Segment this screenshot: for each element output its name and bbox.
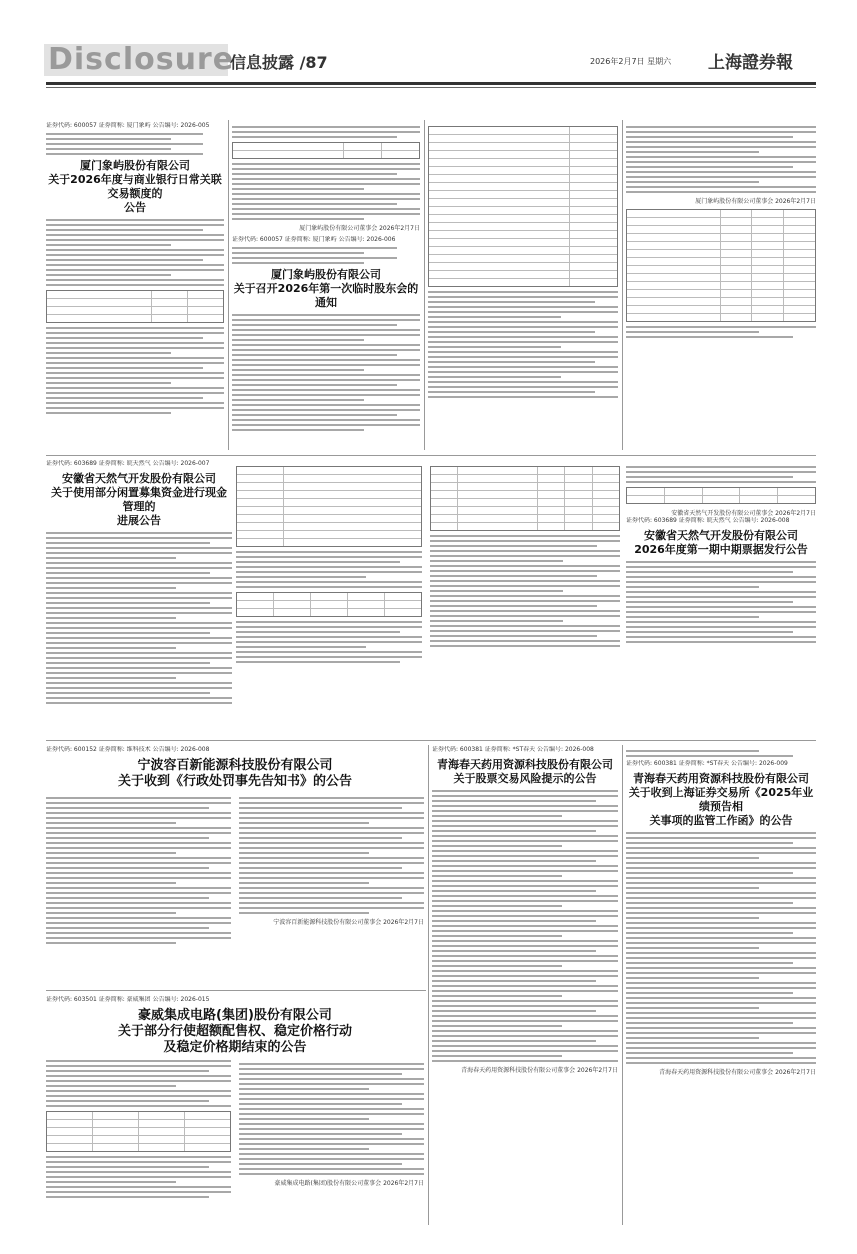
issue-date: 2026年2月7日 星期六: [590, 57, 672, 66]
announcement-xiamen-related-party: [46, 122, 224, 417]
announcement-title: 2026年度第一期中期票据发行公告: [634, 543, 808, 556]
announcement-haowei-stabilization: [46, 996, 424, 1201]
announcement-qinghai-inquiry: [626, 746, 816, 1076]
announcement-meta: 证券代码: 600381 证券简称: *ST春天 公告编号: 2026-008: [432, 746, 594, 753]
announcement-title-cont: 及稳定价格期结束的公告: [163, 1040, 307, 1055]
announcement-signature: 宁波容百新能源科技股份有限公司董事会 2026年2月7日: [273, 919, 424, 926]
row-divider: [46, 455, 816, 456]
announcement-title-cont: 进展公告: [117, 514, 161, 527]
announcement-anhui-mtn: [626, 462, 816, 646]
announcement-anhui-history-table: [430, 462, 620, 650]
column-divider: [428, 745, 429, 1225]
announcement-company: 青海春天药用资源科技股份有限公司: [633, 772, 809, 785]
announcement-meta: 证券代码: 603689 证券简称: 皖天然气 公告编号: 2026-007: [46, 460, 210, 467]
announcement-ningbo-penalty: [46, 746, 424, 947]
announcement-title-cont: 公告: [124, 201, 146, 214]
announcement-title: 关于召开2026年第一次临时股东会的通知: [233, 282, 419, 309]
announcement-xiamen-agenda: [428, 122, 618, 401]
column-divider: [622, 745, 623, 1225]
column-divider: [424, 120, 425, 450]
announcement-anhui-product-table: [236, 462, 422, 666]
announcement-title: 关于股票交易风险提示的公告: [453, 772, 597, 785]
announcement-xiamen-proxy: [626, 122, 816, 341]
announcement-meta: 证券代码: 603689 证券简称: 皖天然气 公告编号: 2026-008: [626, 517, 790, 524]
data-table: [46, 290, 224, 323]
announcement-company: 青海春天药用资源科技股份有限公司: [437, 758, 613, 771]
announcement-company: 厦门象屿股份有限公司: [80, 159, 190, 172]
announcement-signature: 豪威集成电路(集团)股份有限公司董事会 2026年2月7日: [274, 1180, 424, 1187]
newspaper-name: 上海證券報: [708, 53, 793, 73]
brand-logo: Disclosure: [44, 44, 228, 76]
announcement-company: 厦门象屿股份有限公司: [271, 268, 381, 281]
announcement-company: 安徽省天然气开发股份有限公司: [644, 529, 798, 542]
announcement-signature: 青海春天药用资源科技股份有限公司董事会 2026年2月7日: [659, 1069, 816, 1076]
agenda-table: [428, 126, 618, 287]
announcement-company: 豪威集成电路(集团)股份有限公司: [138, 1008, 332, 1023]
announcement-meta: 证券代码: 600152 证券简称: 维科技术 公告编号: 2026-008: [46, 746, 210, 753]
product-table: [236, 466, 422, 547]
announcement-anhui-cash-management: [46, 460, 232, 707]
row-divider: [46, 740, 816, 741]
announcement-title: 关于收到《行政处罚事先告知书》的公告: [117, 774, 352, 789]
announcement-signature: 厦门象屿股份有限公司董事会 2026年2月7日: [695, 198, 816, 205]
announcement-signature: 青海春天药用资源科技股份有限公司董事会 2026年2月7日: [461, 1067, 618, 1074]
announcement-title: 关于使用部分闲置募集资金进行现金管理的: [51, 486, 227, 513]
announcement-title: 关于2026年度与商业银行日常关联交易额度的: [48, 173, 222, 200]
data-table: [232, 142, 420, 159]
announcement-meta: 证券代码: 600381 证券简称: *ST春天 公告编号: 2026-009: [626, 760, 788, 767]
announcement-xiamen-continued: [232, 122, 420, 434]
announcement-company: 安徽省天然气开发股份有限公司: [62, 472, 216, 485]
announcement-signature: 安徽省天然气开发股份有限公司董事会 2026年2月7日: [671, 510, 816, 517]
announcement-title-cont: 关事项的监管工作函》的公告: [649, 814, 793, 827]
announcement-meta: 证券代码: 603501 证券简称: 豪威集团 公告编号: 2026-015: [46, 996, 210, 1003]
announcement-title: 关于部分行使超额配售权、稳定价格行动: [117, 1024, 352, 1039]
announcement-company: 宁波容百新能源科技股份有限公司: [137, 758, 333, 773]
header-rule: [46, 82, 816, 85]
announcement-meta: 证券代码: 600057 证券简称: 厦门象屿 公告编号: 2026-006: [232, 236, 396, 243]
column-divider: [622, 120, 623, 450]
section-title: 信息披露 /87: [230, 53, 328, 72]
allotment-table: [46, 1111, 231, 1152]
history-table: [430, 466, 620, 531]
announcement-qinghai-risk: [432, 746, 618, 1074]
announcement-signature: 厦门象屿股份有限公司董事会 2026年2月7日: [299, 225, 420, 232]
product-detail-table: [236, 592, 422, 617]
page-header: [0, 0, 857, 80]
proxy-table: [626, 209, 816, 322]
row-divider: [46, 990, 426, 991]
announcement-meta: 证券代码: 600057 证券简称: 厦门象屿 公告编号: 2026-005: [46, 122, 210, 129]
header-rule-thin: [46, 87, 816, 88]
column-divider: [228, 120, 229, 450]
mtn-table: [626, 487, 816, 504]
announcement-title: 关于收到上海证券交易所《2025年业绩预告相: [628, 786, 814, 813]
